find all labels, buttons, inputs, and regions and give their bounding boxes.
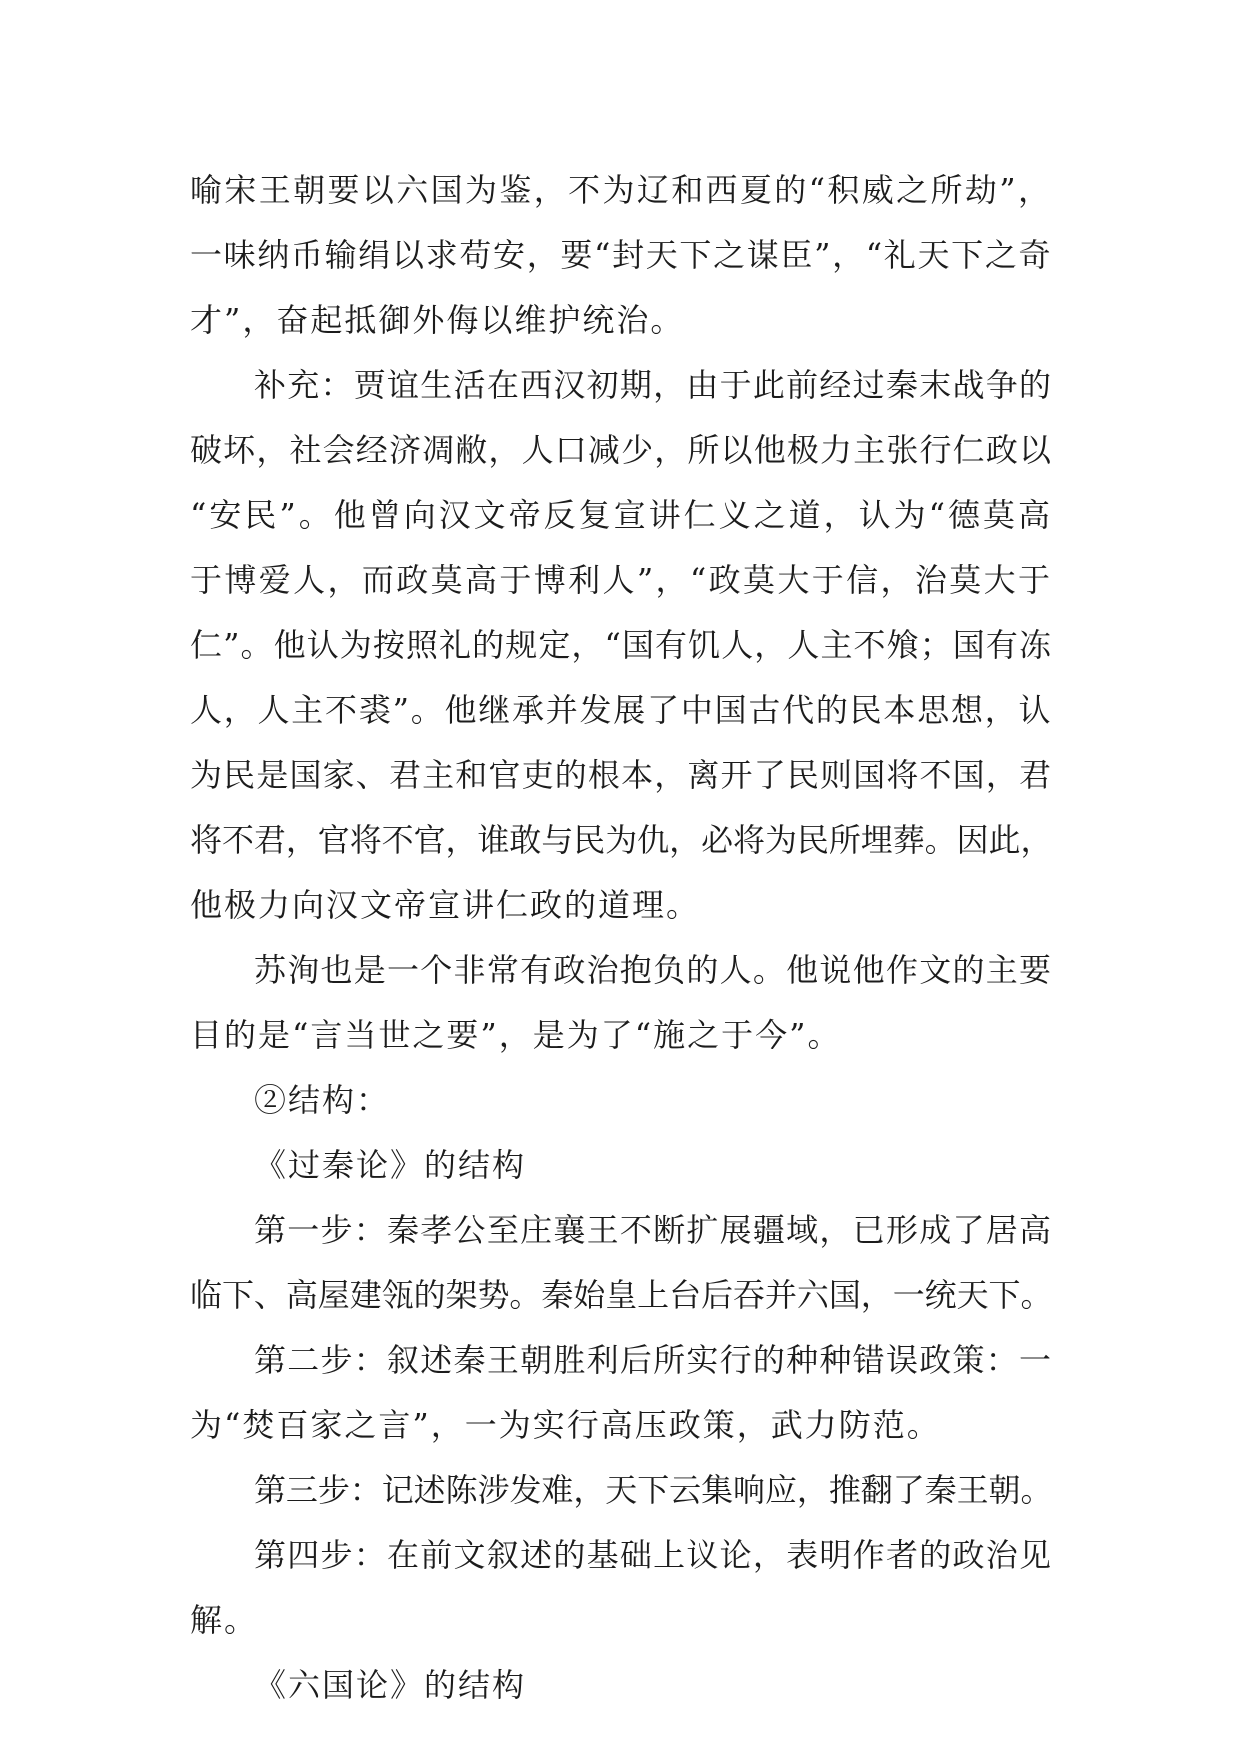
text-line: 解。 — [190, 1601, 259, 1639]
text-line: 破坏，社会经济凋敝，人口减少，所以他极力主张行仁政以 — [190, 431, 1052, 469]
text-line: 才”，奋起抵御外侮以维护统治。 — [190, 301, 685, 339]
text-line: 为民是国家、君主和官吏的根本，离开了民则国将不国，君 — [190, 756, 1052, 794]
text-line: 于博爱人，而政莫高于博利人”，“政莫大于信，治莫大于 — [190, 561, 1052, 599]
text-line: 苏洵也是一个非常有政治抱负的人。他说他作文的主要 — [254, 951, 1052, 989]
text-line: 人，人主不裘”。他继承并发展了中国古代的民本思想，认 — [190, 691, 1052, 729]
text-line: “安民”。他曾向汉文帝反复宣讲仁义之道，认为“德莫高 — [190, 496, 1052, 534]
text-line: 补充：贾谊生活在西汉初期，由于此前经过秦末战争的 — [254, 366, 1052, 404]
text-line: 临下、高屋建瓴的架势。秦始皇上台后吞并六国，一统天下。 — [190, 1276, 1052, 1314]
text-line: 第三步：记述陈涉发难，天下云集响应，推翻了秦王朝。 — [254, 1471, 1052, 1509]
text-line: 一味纳币输绢以求苟安，要“封天下之谋臣”，“礼天下之奇 — [190, 236, 1052, 274]
text-line: 将不君，官将不官，谁敢与民为仇，必将为民所埋葬。因此， — [190, 821, 1052, 859]
text-line: 第二步：叙述秦王朝胜利后所实行的种种错误政策：一 — [254, 1341, 1052, 1379]
text-line: 目的是“言当世之要”，是为了“施之于今”。 — [190, 1016, 842, 1054]
text-line: 《过秦论》的结构 — [254, 1146, 527, 1184]
text-line: 为“焚百家之言”，一为实行高压政策，武力防范。 — [190, 1406, 941, 1444]
text-line: 他极力向汉文帝宣讲仁政的道理。 — [190, 886, 701, 924]
text-line: 仁”。他认为按照礼的规定，“国有饥人，人主不飧；国有冻 — [190, 626, 1052, 664]
text-line: 第一步：秦孝公至庄襄王不断扩展疆域，已形成了居高 — [254, 1211, 1052, 1249]
text-line: 喻宋王朝要以六国为鉴，不为辽和西夏的“积威之所劫”， — [190, 171, 1052, 209]
text-line: 《六国论》的结构 — [254, 1666, 527, 1704]
text-line: ②结构： — [254, 1081, 391, 1119]
text-line: 第四步：在前文叙述的基础上议论，表明作者的政治见 — [254, 1536, 1052, 1574]
document-body — [190, 158, 1052, 1718]
